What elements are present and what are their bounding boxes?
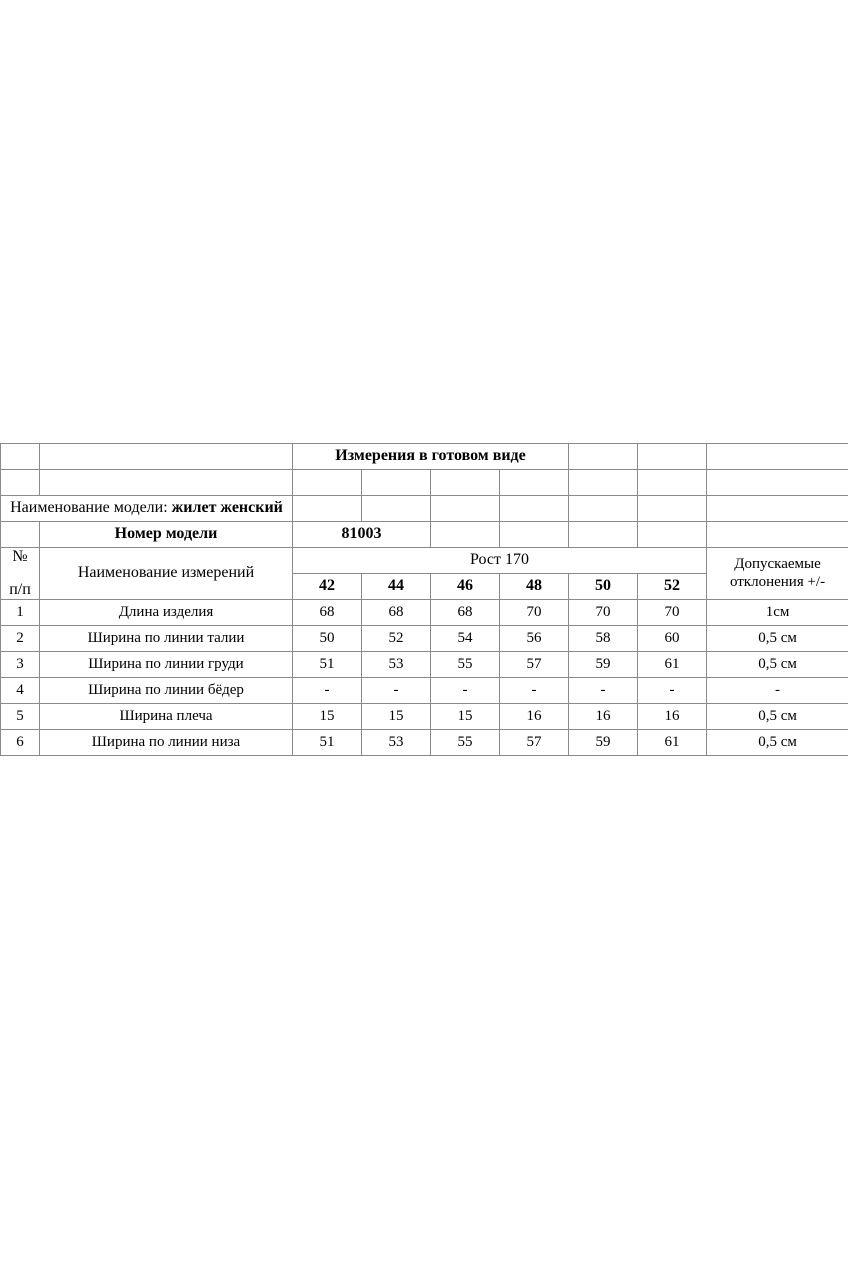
row-tolerance: - xyxy=(707,678,848,704)
title-spacer-left2 xyxy=(40,444,293,470)
row-value: 51 xyxy=(293,730,362,756)
model-name-row xyxy=(1,496,848,522)
row-value: 61 xyxy=(638,652,707,678)
spacer-cell-7 xyxy=(569,470,638,496)
row-value: 15 xyxy=(293,704,362,730)
row-value: 50 xyxy=(293,626,362,652)
table-row xyxy=(1,730,848,756)
row-value: 52 xyxy=(362,626,431,652)
row-value: 60 xyxy=(638,626,707,652)
row-index: 5 xyxy=(1,704,40,730)
title-spacer-left xyxy=(1,444,40,470)
row-value: 59 xyxy=(569,730,638,756)
header-measurement-name: Наименование измерений xyxy=(40,548,293,600)
row-measurement-name: Ширина по линии груди xyxy=(40,652,293,678)
row-value: 57 xyxy=(500,730,569,756)
model-name-value: жилет женский xyxy=(171,499,283,517)
model-number-spacer-6 xyxy=(707,522,848,548)
row-value: 59 xyxy=(569,652,638,678)
table-row xyxy=(1,678,848,704)
spacer-cell-9 xyxy=(707,470,848,496)
row-value: - xyxy=(431,678,500,704)
header-index-line1: № xyxy=(12,548,28,566)
table-row xyxy=(1,626,848,652)
model-name-cell xyxy=(1,496,293,522)
spacer-cell-2 xyxy=(40,470,293,496)
title-row xyxy=(1,444,848,470)
header-index-line2: п/п xyxy=(9,580,31,598)
spacer-cell-1 xyxy=(1,470,40,496)
row-value: 51 xyxy=(293,652,362,678)
measurements-sheet xyxy=(0,443,848,756)
row-value: 70 xyxy=(500,600,569,626)
header-tolerance-line1: Допускаемые xyxy=(734,556,821,573)
model-number-label: Номер модели xyxy=(40,522,293,548)
model-name-spacer-7 xyxy=(707,496,848,522)
row-value: 55 xyxy=(431,652,500,678)
row-value: 70 xyxy=(638,600,707,626)
row-value: 15 xyxy=(362,704,431,730)
model-name-spacer-5 xyxy=(569,496,638,522)
row-value: 68 xyxy=(431,600,500,626)
row-value: 68 xyxy=(293,600,362,626)
row-measurement-name: Ширина по линии низа xyxy=(40,730,293,756)
model-number-spacer-4 xyxy=(569,522,638,548)
document-title: Измерения в готовом виде xyxy=(293,444,569,470)
row-tolerance: 0,5 см xyxy=(707,704,848,730)
row-value: 16 xyxy=(638,704,707,730)
size-column-header: 42 xyxy=(293,574,362,600)
spacer-cell-4 xyxy=(362,470,431,496)
row-value: 54 xyxy=(431,626,500,652)
spacer-cell-8 xyxy=(638,470,707,496)
size-column-header: 50 xyxy=(569,574,638,600)
row-tolerance: 0,5 см xyxy=(707,730,848,756)
model-name-spacer-2 xyxy=(362,496,431,522)
model-number-spacer-2 xyxy=(431,522,500,548)
row-index: 3 xyxy=(1,652,40,678)
header-tolerance-line2: отклонения +/- xyxy=(729,573,826,590)
row-measurement-name: Длина изделия xyxy=(40,600,293,626)
model-number-value: 81003 xyxy=(293,522,431,548)
row-measurement-name: Ширина плеча xyxy=(40,704,293,730)
row-index: 2 xyxy=(1,626,40,652)
title-spacer-right3 xyxy=(707,444,848,470)
row-value: 55 xyxy=(431,730,500,756)
row-index: 4 xyxy=(1,678,40,704)
row-tolerance: 0,5 см xyxy=(707,626,848,652)
size-column-header: 52 xyxy=(638,574,707,600)
row-value: 57 xyxy=(500,652,569,678)
row-value: - xyxy=(293,678,362,704)
header-height-group: Рост 170 xyxy=(293,548,707,574)
header-tolerance xyxy=(707,548,848,600)
row-value: 70 xyxy=(569,600,638,626)
row-value: 58 xyxy=(569,626,638,652)
model-number-spacer-3 xyxy=(500,522,569,548)
row-value: 61 xyxy=(638,730,707,756)
size-column-header: 46 xyxy=(431,574,500,600)
row-value: 16 xyxy=(500,704,569,730)
model-number-row xyxy=(1,522,848,548)
spacer-cell-3 xyxy=(293,470,362,496)
title-spacer-right2 xyxy=(638,444,707,470)
row-measurement-name: Ширина по линии бёдер xyxy=(40,678,293,704)
row-value: - xyxy=(569,678,638,704)
model-number-spacer-5 xyxy=(638,522,707,548)
row-value: - xyxy=(638,678,707,704)
row-value: 56 xyxy=(500,626,569,652)
row-index: 1 xyxy=(1,600,40,626)
header-row-main xyxy=(1,548,848,574)
size-column-header: 44 xyxy=(362,574,431,600)
spacer-cell-5 xyxy=(431,470,500,496)
model-name-spacer-4 xyxy=(500,496,569,522)
row-value: - xyxy=(500,678,569,704)
row-tolerance: 0,5 см xyxy=(707,652,848,678)
row-value: 53 xyxy=(362,730,431,756)
row-tolerance: 1см xyxy=(707,600,848,626)
row-value: 68 xyxy=(362,600,431,626)
model-name-spacer-6 xyxy=(638,496,707,522)
table-row xyxy=(1,652,848,678)
spacer-cell-6 xyxy=(500,470,569,496)
row-index: 6 xyxy=(1,730,40,756)
row-measurement-name: Ширина по линии талии xyxy=(40,626,293,652)
row-value: 15 xyxy=(431,704,500,730)
spacer-row xyxy=(1,470,848,496)
size-column-header: 48 xyxy=(500,574,569,600)
table-row xyxy=(1,600,848,626)
model-number-spacer-1 xyxy=(1,522,40,548)
table-row xyxy=(1,704,848,730)
measurements-table xyxy=(0,443,848,756)
row-value: 16 xyxy=(569,704,638,730)
header-index xyxy=(1,548,40,600)
row-value: - xyxy=(362,678,431,704)
title-spacer-right xyxy=(569,444,638,470)
model-name-label: Наименование модели: xyxy=(10,499,168,517)
model-name-spacer-1 xyxy=(293,496,362,522)
model-name-spacer-3 xyxy=(431,496,500,522)
row-value: 53 xyxy=(362,652,431,678)
